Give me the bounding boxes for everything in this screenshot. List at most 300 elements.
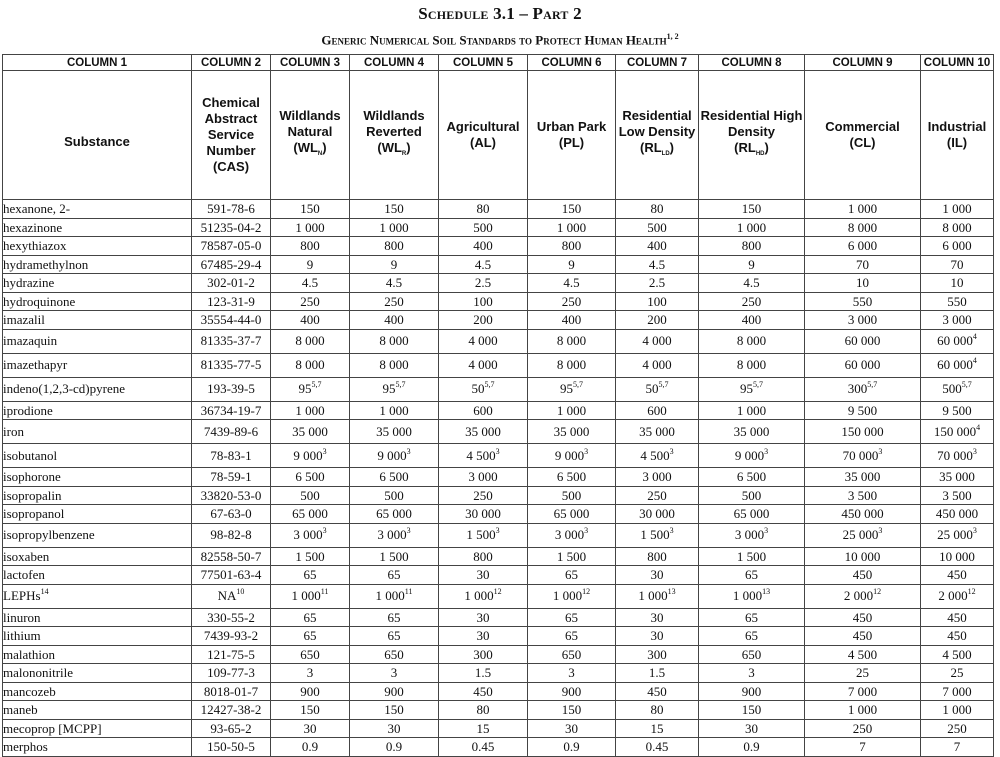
- value-cell-text: 900: [561, 683, 582, 699]
- footnote-ref: 4: [972, 332, 977, 341]
- value-cell: [350, 218, 439, 237]
- footnote-ref: 5,7: [395, 380, 406, 389]
- substance-cell: [3, 401, 192, 420]
- value-cell: [350, 237, 439, 256]
- value-cell: [616, 627, 699, 646]
- value-cell-text: 9: [306, 256, 314, 272]
- value-cell-text: 500: [384, 487, 404, 503]
- value-cell-text: 35 000: [292, 423, 328, 439]
- value-cell-text: 4.5: [743, 275, 760, 291]
- value-cell: [350, 682, 439, 701]
- abbr-text: (WL: [293, 140, 318, 155]
- value-cell-text: 200: [647, 312, 667, 328]
- footnote-ref: 3: [495, 446, 500, 456]
- substance-cell: [3, 627, 192, 646]
- substance-cell-text: iprodione: [3, 402, 53, 418]
- value-cell-text: 65: [387, 628, 401, 644]
- cas-cell-text: 109-77-3: [207, 665, 255, 681]
- value-cell-text: 0.45: [471, 739, 495, 755]
- value-cell: [616, 329, 699, 353]
- value-cell-text: 3 000: [942, 312, 972, 328]
- substance-cell-text: isopropanol: [3, 506, 65, 522]
- cas-cell: [192, 444, 271, 468]
- value-cell: [528, 701, 616, 720]
- value-cell: [528, 682, 616, 701]
- footnote-ref: 3: [669, 526, 674, 535]
- value-cell-text: 500: [300, 487, 320, 503]
- value-cell-text: 8 000: [295, 357, 325, 372]
- value-cell-text: 4.5: [385, 275, 403, 291]
- table-row: [3, 505, 994, 524]
- value-cell-text: 4 500: [640, 447, 670, 463]
- abbr-text: (PL): [558, 135, 585, 150]
- substance-cell-text: imazalil: [3, 312, 45, 328]
- table-row: [3, 444, 994, 468]
- table-body: [3, 200, 994, 757]
- value-cell-text: 1.5: [648, 665, 666, 681]
- value-cell: [528, 468, 616, 487]
- table-row: [3, 584, 994, 608]
- value-cell: [921, 547, 994, 566]
- value-cell: [921, 444, 994, 468]
- value-cell-text: 500: [561, 487, 582, 503]
- cas-cell: [192, 329, 271, 353]
- value-cell-text: 3 500: [942, 487, 972, 503]
- value-cell: [805, 505, 921, 524]
- value-cell: [350, 719, 439, 738]
- substance-cell-text: isoxaben: [3, 548, 50, 564]
- substance-cell: [3, 547, 192, 566]
- subtitle-text: Generic Numerical Soil Standards to Protect Human Health: [321, 32, 667, 48]
- value-cell: [805, 274, 921, 293]
- value-cell: [350, 627, 439, 646]
- column-number: COLUMN 10: [921, 55, 994, 71]
- cas-cell-text: 81335-37-7: [200, 333, 262, 348]
- cas-cell-text: 121-75-5: [207, 646, 255, 662]
- substance-cell-text: isopropylbenzene: [3, 527, 95, 542]
- cas-cell-text: 67485-29-4: [200, 256, 262, 272]
- value-cell-text: 80: [476, 702, 490, 718]
- cas-cell: [192, 486, 271, 505]
- value-cell-text: 100: [647, 293, 667, 309]
- value-cell: [616, 738, 699, 757]
- value-cell-text: 2 000: [938, 588, 968, 603]
- value-cell: [439, 719, 528, 738]
- value-cell: [528, 486, 616, 505]
- value-cell-text: 35 000: [639, 423, 675, 439]
- value-cell: [528, 547, 616, 566]
- substance-cell-text: hydroquinone: [3, 293, 76, 309]
- value-cell-text: 800: [561, 238, 582, 254]
- value-cell: [805, 311, 921, 330]
- table-subtitle: [0, 32, 1000, 48]
- value-cell: [921, 682, 994, 701]
- column-header: [528, 71, 616, 200]
- footnote-ref: 12: [967, 587, 976, 596]
- value-cell: [805, 627, 921, 646]
- substance-cell-text: malathion: [3, 646, 55, 662]
- value-cell-text: 8 000: [379, 333, 409, 348]
- value-cell: [616, 608, 699, 627]
- value-cell: [439, 738, 528, 757]
- value-cell-text: 450 000: [935, 506, 979, 522]
- column-header-abbreviation: [350, 140, 438, 162]
- value-cell-text: 0.9: [385, 739, 403, 755]
- column-header: [921, 71, 994, 200]
- table-row: [3, 682, 994, 701]
- value-cell: [616, 682, 699, 701]
- value-cell-text: 8 000: [736, 357, 767, 372]
- value-cell: [271, 311, 350, 330]
- value-cell: [805, 608, 921, 627]
- value-cell: [921, 420, 994, 444]
- cas-cell: [192, 377, 271, 401]
- value-cell-text: 4.5: [301, 275, 319, 291]
- abbr-close: ): [406, 140, 411, 155]
- table-row: [3, 719, 994, 738]
- value-cell: [699, 664, 805, 683]
- value-cell: [271, 377, 350, 401]
- value-cell-text: 8 000: [942, 219, 972, 235]
- value-cell-text: 150 000: [841, 423, 884, 439]
- table-row: [3, 218, 994, 237]
- value-cell-text: 3: [568, 665, 575, 681]
- value-cell: [439, 486, 528, 505]
- cas-cell-text: 150-50-5: [207, 739, 255, 755]
- value-cell: [699, 584, 805, 608]
- value-cell-text: 65: [565, 609, 578, 625]
- value-cell-text: 7 000: [847, 683, 878, 699]
- value-cell-text: 1 000: [295, 402, 325, 418]
- cas-cell-text: 78587-05-0: [200, 238, 262, 254]
- table-row: [3, 200, 994, 219]
- cas-cell-text: 82558-50-7: [200, 548, 262, 564]
- value-cell: [528, 566, 616, 585]
- value-cell-text: 15: [476, 720, 490, 736]
- value-cell-text: 150: [561, 702, 582, 718]
- value-cell-text: 1 000: [847, 201, 878, 217]
- substance-cell: [3, 584, 192, 608]
- value-cell: [699, 311, 805, 330]
- value-cell: [528, 584, 616, 608]
- value-cell: [528, 255, 616, 274]
- value-cell: [350, 505, 439, 524]
- value-cell-text: 500: [647, 219, 667, 235]
- value-cell-text: 8 000: [379, 357, 409, 372]
- cas-cell-text: 33820-53-0: [200, 487, 262, 503]
- substance-cell: [3, 255, 192, 274]
- value-cell-text: 150: [561, 201, 582, 217]
- value-cell-text: 9: [390, 256, 398, 272]
- substance-cell-text: imazaquin: [3, 333, 58, 348]
- value-cell: [616, 218, 699, 237]
- substance-cell: [3, 719, 192, 738]
- value-cell: [699, 237, 805, 256]
- footnote-ref: 5,7: [961, 380, 972, 389]
- value-cell-text: 150: [300, 201, 320, 217]
- footnote-ref: 11: [404, 587, 413, 596]
- value-cell: [921, 608, 994, 627]
- value-cell: [350, 738, 439, 757]
- substance-cell: [3, 353, 192, 377]
- value-cell-text: 65: [303, 609, 317, 625]
- value-cell: [805, 468, 921, 487]
- cas-cell: [192, 237, 271, 256]
- substance-cell-text: lactofen: [3, 567, 45, 583]
- column-header-label: Wildlands Natural: [279, 108, 341, 139]
- value-cell: [616, 584, 699, 608]
- substance-cell-text: mecoprop [MCPP]: [3, 720, 102, 736]
- value-cell-text: 0.9: [743, 739, 760, 755]
- value-cell-text: 9: [568, 256, 575, 272]
- substance-cell: [3, 701, 192, 720]
- value-cell-text: 650: [741, 646, 762, 662]
- value-cell: [271, 255, 350, 274]
- substance-cell: [3, 645, 192, 664]
- footnote-ref: 11: [320, 587, 329, 596]
- footnote-ref: 13: [667, 587, 676, 596]
- substance-cell: [3, 738, 192, 757]
- cas-cell-text: 7439-89-6: [203, 423, 259, 439]
- value-cell: [616, 566, 699, 585]
- value-cell-text: 500: [473, 219, 493, 235]
- value-cell-text: 1 000: [379, 402, 409, 418]
- value-cell: [699, 523, 805, 547]
- abbr-text: (RL: [734, 140, 756, 155]
- value-cell-text: 150: [741, 702, 762, 718]
- cas-cell: [192, 468, 271, 487]
- cas-cell: [192, 584, 271, 608]
- value-cell-text: 1 000: [942, 201, 972, 217]
- value-cell-text: 1 500: [466, 527, 496, 542]
- value-cell: [699, 547, 805, 566]
- value-cell: [921, 645, 994, 664]
- value-cell: [271, 329, 350, 353]
- table-row: [3, 523, 994, 547]
- value-cell-text: 65: [387, 609, 401, 625]
- value-cell-text: 70 000: [937, 447, 973, 463]
- substance-cell: [3, 274, 192, 293]
- value-cell-text: 80: [650, 702, 664, 718]
- footnote-ref: 3: [764, 526, 769, 535]
- abbr-close: ): [322, 140, 327, 155]
- substance-cell-text: maneb: [3, 702, 38, 718]
- column-header-abbreviation: [439, 135, 527, 151]
- cas-cell-text: 98-82-8: [210, 527, 252, 542]
- value-cell-text: 30: [565, 720, 578, 736]
- table-row: [3, 311, 994, 330]
- column-header: [3, 71, 192, 200]
- value-cell-text: 7 000: [942, 683, 972, 699]
- value-cell: [439, 274, 528, 293]
- value-cell: [528, 645, 616, 664]
- value-cell-text: 900: [300, 683, 320, 699]
- substance-cell-text: linuron: [3, 609, 41, 625]
- cas-cell: [192, 274, 271, 293]
- value-cell: [271, 682, 350, 701]
- value-cell: [439, 664, 528, 683]
- value-cell-text: 4 000: [468, 333, 498, 348]
- value-cell-text: 4.5: [474, 256, 492, 272]
- substance-cell: [3, 444, 192, 468]
- value-cell-text: 450: [852, 609, 873, 625]
- column-number: COLUMN 3: [271, 55, 350, 71]
- value-cell: [439, 311, 528, 330]
- substance-cell: [3, 311, 192, 330]
- value-cell: [271, 566, 350, 585]
- cas-cell: [192, 738, 271, 757]
- table-row: [3, 255, 994, 274]
- value-cell-text: 3 000: [468, 469, 498, 485]
- value-cell: [805, 523, 921, 547]
- substance-cell-text: hexythiazox: [3, 238, 67, 254]
- value-cell: [271, 353, 350, 377]
- footnote-ref: 3: [322, 526, 327, 535]
- substance-cell: [3, 505, 192, 524]
- substance-cell-text: hydrazine: [3, 275, 55, 291]
- cas-cell: [192, 353, 271, 377]
- value-cell: [271, 738, 350, 757]
- value-cell-text: 65: [745, 609, 758, 625]
- value-cell: [528, 401, 616, 420]
- value-cell: [271, 401, 350, 420]
- column-header-abbreviation: [528, 135, 615, 151]
- value-cell-text: 8 000: [556, 333, 587, 348]
- value-cell: [805, 377, 921, 401]
- cas-cell-text: 302-01-2: [207, 275, 255, 291]
- value-cell-text: 65: [745, 628, 758, 644]
- value-cell-text: 800: [300, 238, 320, 254]
- value-cell: [805, 255, 921, 274]
- value-cell-text: 30: [650, 628, 664, 644]
- value-cell-text: 10 000: [844, 548, 881, 564]
- abbr-subscript: N: [317, 151, 323, 157]
- value-cell: [699, 401, 805, 420]
- value-cell: [616, 353, 699, 377]
- value-cell-text: 150: [384, 201, 404, 217]
- value-cell: [699, 377, 805, 401]
- value-cell: [921, 292, 994, 311]
- value-cell-text: 30 000: [465, 506, 501, 522]
- value-cell: [350, 486, 439, 505]
- value-cell-text: 7: [953, 739, 961, 755]
- value-cell: [271, 237, 350, 256]
- column-header: [699, 71, 805, 200]
- column-header-row: [3, 71, 994, 200]
- column-header-abbreviation: [192, 159, 270, 175]
- value-cell: [271, 292, 350, 311]
- value-cell-text: 35 000: [376, 423, 412, 439]
- value-cell: [921, 664, 994, 683]
- value-cell: [350, 353, 439, 377]
- abbr-subscript: R: [401, 151, 407, 157]
- cas-cell: [192, 701, 271, 720]
- value-cell-text: 3 000: [734, 527, 765, 542]
- cas-cell: [192, 255, 271, 274]
- substance-cell: [3, 292, 192, 311]
- value-cell-text: 65: [303, 628, 317, 644]
- substance-cell-text: mancozeb: [3, 683, 56, 699]
- value-cell: [350, 444, 439, 468]
- cas-cell-text: 12427-38-2: [200, 702, 262, 718]
- cas-cell-text: 78-59-1: [210, 469, 252, 485]
- footnote-ref: 3: [406, 526, 411, 535]
- table-row: [3, 353, 994, 377]
- substance-cell: [3, 329, 192, 353]
- cas-cell-text: 77501-63-4: [200, 567, 262, 583]
- value-cell: [439, 218, 528, 237]
- footnote-ref: 10: [236, 587, 245, 596]
- value-cell: [350, 274, 439, 293]
- column-header-label: Wildlands Reverted: [363, 108, 425, 139]
- footnote-ref: 5,7: [753, 380, 763, 389]
- value-cell-text: 400: [384, 312, 404, 328]
- cas-cell: [192, 547, 271, 566]
- value-cell-text: 300: [847, 381, 868, 396]
- value-cell: [350, 255, 439, 274]
- abbr-subscript: LD: [661, 151, 670, 157]
- value-cell: [271, 523, 350, 547]
- value-cell-text: 4 500: [847, 646, 878, 662]
- value-cell-text: 900: [384, 683, 404, 699]
- value-cell-text: 10 000: [939, 548, 975, 564]
- footnote-ref: 3: [584, 446, 589, 456]
- value-cell: [439, 547, 528, 566]
- column-header-label: Residential Low Density: [618, 108, 696, 139]
- value-cell-text: 35 000: [553, 423, 590, 439]
- table-row: [3, 608, 994, 627]
- column-number: COLUMN 5: [439, 55, 528, 71]
- value-cell: [616, 547, 699, 566]
- value-cell-text: 1 000: [847, 702, 878, 718]
- value-cell: [528, 329, 616, 353]
- value-cell: [699, 353, 805, 377]
- value-cell-text: 1 000: [464, 588, 494, 603]
- value-cell: [699, 505, 805, 524]
- value-cell-text: 250: [300, 293, 320, 309]
- value-cell: [921, 200, 994, 219]
- footnote-ref: 5,7: [867, 380, 878, 389]
- value-cell-text: 400: [647, 238, 667, 254]
- value-cell: [528, 353, 616, 377]
- value-cell-text: 1 500: [295, 548, 325, 564]
- cas-cell: [192, 401, 271, 420]
- value-cell-text: 3: [748, 665, 755, 681]
- column-header-abbreviation: [616, 140, 698, 162]
- table-row: [3, 566, 994, 585]
- value-cell: [616, 505, 699, 524]
- value-cell-text: 8 000: [556, 357, 587, 372]
- abbr-text: (CAS): [212, 159, 250, 174]
- footnote-ref: 3: [878, 526, 883, 535]
- column-header-label: Industrial: [927, 119, 987, 134]
- value-cell: [350, 645, 439, 664]
- substance-cell: [3, 566, 192, 585]
- value-cell: [439, 401, 528, 420]
- value-cell-text: 250: [741, 293, 762, 309]
- value-cell: [528, 237, 616, 256]
- value-cell-text: 800: [384, 238, 404, 254]
- value-cell: [528, 274, 616, 293]
- substance-cell: [3, 420, 192, 444]
- value-cell-text: 250: [647, 487, 667, 503]
- column-header-label: Agricultural: [446, 119, 520, 134]
- footnote-ref: 3: [406, 446, 411, 456]
- cas-cell-text: 193-39-5: [207, 381, 255, 396]
- value-cell-text: 3 500: [847, 487, 878, 503]
- value-cell: [699, 274, 805, 293]
- cas-cell: [192, 420, 271, 444]
